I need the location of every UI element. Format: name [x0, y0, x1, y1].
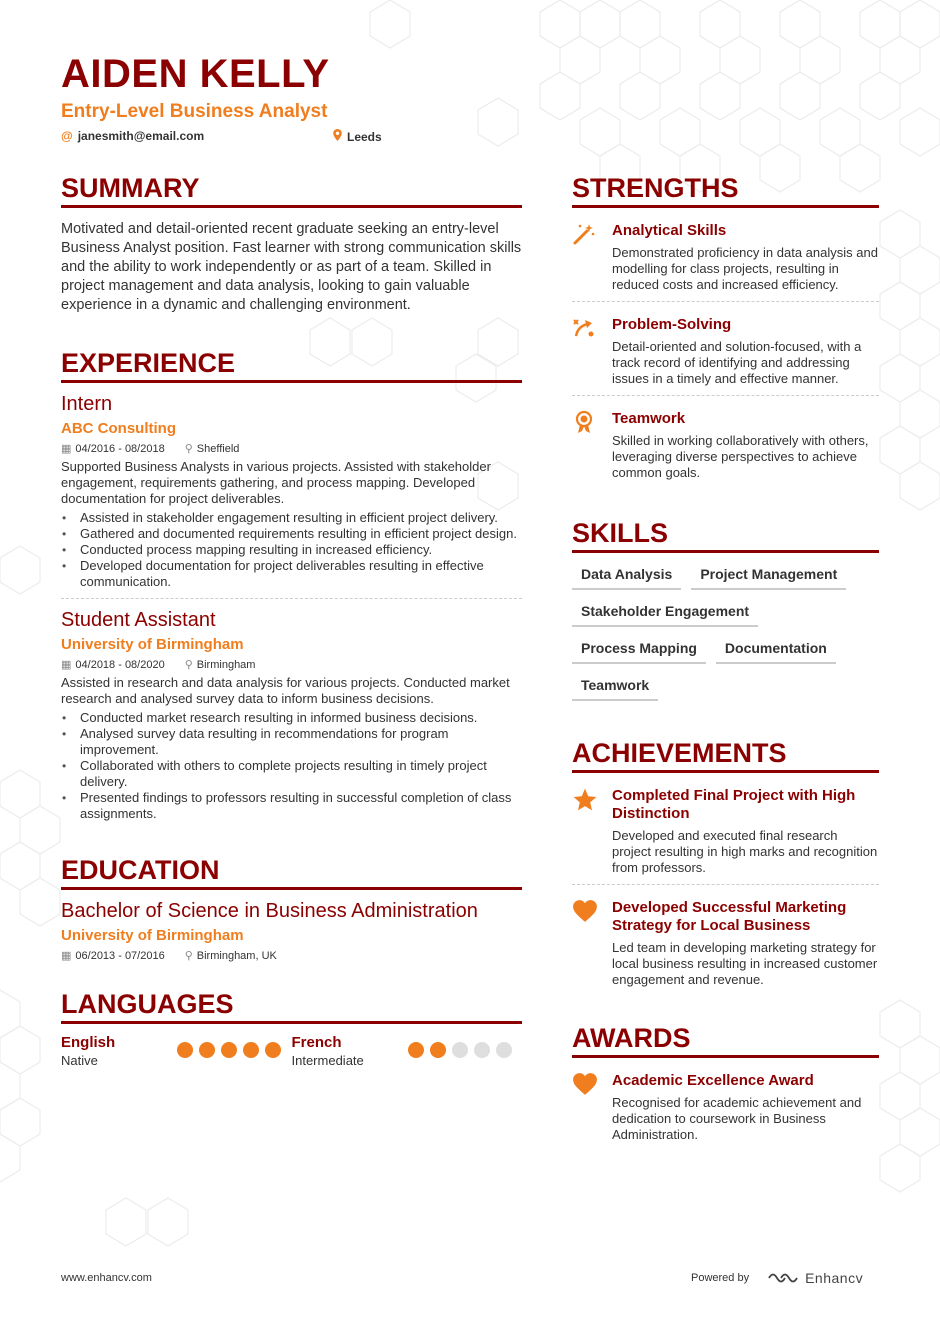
- rating-dot-empty: [452, 1042, 468, 1058]
- summary-text: Motivated and detail-oriented recent graduate seeking an entry-level Business Analyst position. Fast learner with strong communication skills and the ability to work independently or as part of a team. Skilled in project management and data analysis, looking to gain valuable experience in a dynamic and challenging environment.: [61, 221, 522, 313]
- strength-item: [572, 222, 879, 293]
- divider: [572, 301, 879, 302]
- company-name: University of Birmingham: [61, 636, 244, 653]
- calendar-icon: ▦: [61, 659, 72, 671]
- location-text: Leeds: [347, 129, 382, 144]
- rating-dot-filled: [221, 1042, 237, 1058]
- experience-entry: [61, 393, 522, 590]
- achievement-item: [572, 899, 879, 988]
- calendar-icon: ▦: [61, 950, 72, 962]
- degree-title: Bachelor of Science in Business Administration: [61, 900, 478, 922]
- divider: [572, 884, 879, 885]
- strength-text: Detail-oriented and solution-focused, with a track record of identifying and addressing issues in a timely and effective manner.: [612, 339, 862, 386]
- job-meta: [61, 442, 522, 455]
- divider: [572, 395, 879, 396]
- education-location: Birmingham, UK: [196, 950, 277, 962]
- strength-text: Demonstrated proficiency in data analysis and modelling for class projects, resulting in reduced costs and increased efficiency.: [612, 245, 878, 292]
- job-bullets: [61, 510, 522, 590]
- candidate-title: Entry-Level Business Analyst: [61, 101, 328, 122]
- skill-tag: Data Analysis: [572, 566, 681, 590]
- email-text: janesmith@email.com: [77, 129, 205, 143]
- heart-icon: [572, 1072, 612, 1143]
- language-name: French: [291, 1034, 342, 1051]
- achievement-title: Completed Final Project with High Distinction: [612, 787, 856, 822]
- strength-title: Analytical Skills: [612, 222, 727, 239]
- strength-title: Teamwork: [612, 410, 686, 427]
- calendar-icon: ▦: [61, 443, 72, 455]
- language-rating: [177, 1042, 281, 1068]
- bullet-item: • Conducted process mapping resulting in increased efficiency.: [61, 542, 522, 558]
- skill-tag: Teamwork: [572, 677, 658, 701]
- job-title: Intern: [61, 393, 113, 415]
- divider: [61, 598, 522, 599]
- job-description: Supported Business Analysts in various projects. Assisted with stakeholder engagement, requirements gathering, and process mapping. Developed documentation for project deliverables.: [61, 459, 491, 506]
- language-name: English: [61, 1034, 116, 1051]
- skill-tag: Documentation: [716, 640, 836, 664]
- candidate-name: AIDEN KELLY: [61, 52, 330, 96]
- bullet-item: • Developed documentation for project deliverables resulting in effective communication.: [61, 558, 522, 590]
- job-dates: 04/2018 - 08/2020: [75, 659, 165, 671]
- achievement-text: Led team in developing marketing strategy for local business resulting in increased customer engagement and revenue.: [612, 940, 878, 987]
- rating-dot-filled: [408, 1042, 424, 1058]
- achievement-text: Developed and executed final research project resulting in high marks and recognition from professors.: [612, 828, 878, 875]
- bullet-item: • Analysed survey data resulting in recommendations for program improvement.: [61, 726, 522, 758]
- company-name: ABC Consulting: [61, 420, 176, 437]
- footer-website[interactable]: www.enhancv.com: [61, 1272, 152, 1284]
- education-dates: 06/2013 - 07/2016: [75, 950, 165, 962]
- language-item: [61, 1034, 292, 1068]
- job-description: Assisted in research and data analysis for various projects. Conducted market research and analysed survey data to inform business decisions.: [61, 675, 510, 706]
- skills-heading: SKILLS: [572, 517, 879, 553]
- job-location: Birmingham: [196, 659, 256, 671]
- location-pin-icon: ⚲: [184, 443, 193, 455]
- experience-entry: [61, 609, 522, 822]
- contact-email[interactable]: [61, 129, 204, 143]
- language-item: [292, 1034, 523, 1068]
- enhancv-logo[interactable]: [767, 1270, 863, 1286]
- language-rating: [408, 1042, 512, 1068]
- skill-tag: Project Management: [691, 566, 846, 590]
- job-dates: 04/2016 - 08/2018: [75, 443, 165, 455]
- rating-dot-filled: [199, 1042, 215, 1058]
- job-title: Student Assistant: [61, 609, 216, 631]
- language-level: Native: [61, 1053, 98, 1068]
- achievement-item: [572, 787, 879, 876]
- skills-list: [572, 566, 879, 701]
- heart-icon: [572, 899, 612, 988]
- strategy-arrow-icon: [572, 316, 612, 387]
- location-pin-icon: ⚲: [184, 950, 193, 962]
- rating-dot-filled: [430, 1042, 446, 1058]
- skill-tag: Process Mapping: [572, 640, 706, 664]
- education-heading: EDUCATION: [61, 854, 522, 890]
- summary-heading: SUMMARY: [61, 172, 522, 208]
- ribbon-award-icon: [572, 410, 612, 481]
- job-location: Sheffield: [196, 443, 240, 455]
- magic-wand-icon: [572, 222, 612, 293]
- location-pin-icon: ⚲: [184, 659, 193, 671]
- award-text: Recognised for academic achievement and dedication to coursework in Business Administration.: [612, 1095, 862, 1142]
- awards-heading: AWARDS: [572, 1022, 879, 1058]
- education-entry: [61, 900, 522, 962]
- right-column: [572, 172, 879, 1143]
- bullet-item: • Gathered and documented requirements resulting in efficient project design.: [61, 526, 522, 542]
- footer-powered: [691, 1270, 863, 1286]
- achievement-title: Developed Successful Marketing Strategy for Local Business: [612, 899, 847, 934]
- left-column: [61, 172, 522, 1068]
- rating-dot-filled: [243, 1042, 259, 1058]
- bullet-item: • Assisted in stakeholder engagement resulting in efficient project delivery.: [61, 510, 522, 526]
- strength-item: [572, 410, 879, 481]
- job-meta: [61, 658, 522, 671]
- rating-dot-empty: [496, 1042, 512, 1058]
- bullet-item: • Presented findings to professors resulting in successful completion of class assignments.: [61, 790, 522, 822]
- achievements-heading: ACHIEVEMENTS: [572, 737, 879, 773]
- bullet-item: • Conducted market research resulting in informed business decisions.: [61, 710, 522, 726]
- languages-list: [61, 1034, 522, 1068]
- powered-by-text: Powered by: [691, 1272, 750, 1284]
- rating-dot-filled: [177, 1042, 193, 1058]
- rating-dot-empty: [474, 1042, 490, 1058]
- brand-name: Enhancv: [805, 1270, 864, 1286]
- enhancv-logo-icon: [767, 1270, 799, 1286]
- languages-heading: LANGUAGES: [61, 988, 522, 1024]
- language-level: Intermediate: [291, 1053, 364, 1068]
- location-pin-icon: [333, 129, 342, 144]
- award-title: Academic Excellence Award: [612, 1072, 814, 1089]
- strength-item: [572, 316, 879, 387]
- strengths-heading: STRENGTHS: [572, 172, 879, 208]
- education-meta: [61, 949, 522, 962]
- experience-heading: EXPERIENCE: [61, 347, 522, 383]
- star-icon: [572, 787, 612, 876]
- contact-location: [333, 129, 382, 144]
- skill-tag: Stakeholder Engagement: [572, 603, 758, 627]
- strength-text: Skilled in working collaboratively with others, leveraging diverse perspectives to achieve common goals.: [612, 433, 869, 480]
- rating-dot-filled: [265, 1042, 281, 1058]
- at-icon: @: [61, 129, 73, 143]
- award-item: [572, 1072, 879, 1143]
- strength-title: Problem-Solving: [612, 316, 732, 333]
- job-bullets: [61, 710, 522, 822]
- bullet-item: • Collaborated with others to complete projects resulting in timely project delivery.: [61, 758, 522, 790]
- school-name: University of Birmingham: [61, 927, 244, 944]
